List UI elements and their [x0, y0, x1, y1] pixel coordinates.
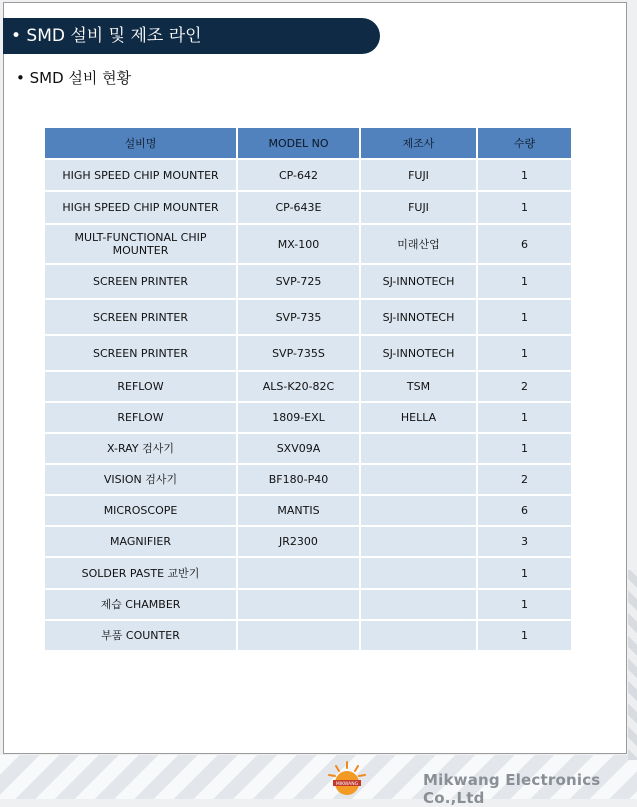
- cell-model-no: 1809-EXL: [237, 402, 360, 433]
- cell-equipment-name: VISION 검사기: [44, 464, 237, 495]
- table-row: [44, 557, 572, 589]
- table-row: [44, 620, 572, 651]
- section-subtitle: • SMD 설비 현황: [16, 69, 132, 87]
- header-equipment-name: 설비명: [44, 127, 237, 159]
- cell-quantity: 1: [477, 620, 572, 651]
- header-quantity: 수량: [477, 127, 572, 159]
- logo-text: MIKWANG: [335, 782, 359, 787]
- cell-manufacturer: TSM: [360, 371, 477, 402]
- cell-quantity: 1: [477, 264, 572, 299]
- cell-manufacturer: 미래산업: [360, 224, 477, 264]
- cell-equipment-name: HIGH SPEED CHIP MOUNTER: [44, 191, 237, 224]
- cell-model-no: [237, 620, 360, 651]
- cell-manufacturer: [360, 495, 477, 526]
- company-name: Mikwang Electronics Co.,Ltd: [423, 771, 601, 807]
- table-row: [44, 433, 572, 464]
- cell-quantity: 1: [477, 589, 572, 620]
- cell-quantity: 6: [477, 495, 572, 526]
- cell-model-no: MANTIS: [237, 495, 360, 526]
- cell-model-no: SVP-725: [237, 264, 360, 299]
- cell-model-no: [237, 589, 360, 620]
- table-row: [44, 264, 572, 299]
- table-row: [44, 464, 572, 495]
- cell-model-no: SXV09A: [237, 433, 360, 464]
- cell-manufacturer: SJ-INNOTECH: [360, 264, 477, 299]
- table-row: [44, 495, 572, 526]
- cell-manufacturer: SJ-INNOTECH: [360, 299, 477, 335]
- cell-equipment-name: 제습 CHAMBER: [44, 589, 237, 620]
- table-row: [44, 335, 572, 371]
- table-header-row: [44, 127, 572, 159]
- table-row: [44, 159, 572, 191]
- table-row: [44, 191, 572, 224]
- cell-manufacturer: [360, 557, 477, 589]
- cell-quantity: 1: [477, 557, 572, 589]
- cell-equipment-name: X-RAY 검사기: [44, 433, 237, 464]
- cell-manufacturer: [360, 464, 477, 495]
- cell-quantity: 2: [477, 464, 572, 495]
- cell-model-no: [237, 557, 360, 589]
- equipment-table: [43, 126, 573, 652]
- cell-model-no: CP-643E: [237, 191, 360, 224]
- cell-model-no: MX-100: [237, 224, 360, 264]
- cell-model-no: BF180-P40: [237, 464, 360, 495]
- page-title: • SMD 설비 및 제조 라인: [3, 18, 380, 54]
- cell-quantity: 1: [477, 433, 572, 464]
- cell-manufacturer: [360, 433, 477, 464]
- cell-quantity: 1: [477, 159, 572, 191]
- cell-quantity: 3: [477, 526, 572, 557]
- table-row: [44, 526, 572, 557]
- cell-equipment-name: REFLOW: [44, 402, 237, 433]
- cell-manufacturer: [360, 526, 477, 557]
- cell-quantity: 1: [477, 299, 572, 335]
- cell-equipment-name: HIGH SPEED CHIP MOUNTER: [44, 159, 237, 191]
- cell-manufacturer: FUJI: [360, 191, 477, 224]
- cell-model-no: CP-642: [237, 159, 360, 191]
- cell-equipment-name: 부품 COUNTER: [44, 620, 237, 651]
- cell-model-no: JR2300: [237, 526, 360, 557]
- cell-quantity: 6: [477, 224, 572, 264]
- cell-equipment-name: MICROSCOPE: [44, 495, 237, 526]
- cell-quantity: 1: [477, 191, 572, 224]
- table-row: [44, 224, 572, 264]
- table-row: [44, 371, 572, 402]
- cell-equipment-name: SOLDER PASTE 교반기: [44, 557, 237, 589]
- table-row: [44, 299, 572, 335]
- cell-manufacturer: [360, 589, 477, 620]
- cell-quantity: 1: [477, 402, 572, 433]
- cell-equipment-name: MAGNIFIER: [44, 526, 237, 557]
- cell-equipment-name: REFLOW: [44, 371, 237, 402]
- cell-model-no: SVP-735: [237, 299, 360, 335]
- cell-equipment-name: SCREEN PRINTER: [44, 264, 237, 299]
- mikwang-logo: [327, 760, 367, 796]
- cell-model-no: SVP-735S: [237, 335, 360, 371]
- cell-equipment-name: MULT-FUNCTIONAL CHIP MOUNTER: [44, 224, 237, 264]
- cell-manufacturer: FUJI: [360, 159, 477, 191]
- header-model-no: MODEL NO: [237, 127, 360, 159]
- background-side-pattern: [628, 570, 637, 760]
- cell-manufacturer: [360, 620, 477, 651]
- header-manufacturer: 제조사: [360, 127, 477, 159]
- cell-quantity: 1: [477, 335, 572, 371]
- cell-equipment-name: SCREEN PRINTER: [44, 335, 237, 371]
- table-row: [44, 402, 572, 433]
- cell-manufacturer: SJ-INNOTECH: [360, 335, 477, 371]
- table-row: [44, 589, 572, 620]
- cell-equipment-name: SCREEN PRINTER: [44, 299, 237, 335]
- cell-quantity: 2: [477, 371, 572, 402]
- cell-model-no: ALS-K20-82C: [237, 371, 360, 402]
- cell-manufacturer: HELLA: [360, 402, 477, 433]
